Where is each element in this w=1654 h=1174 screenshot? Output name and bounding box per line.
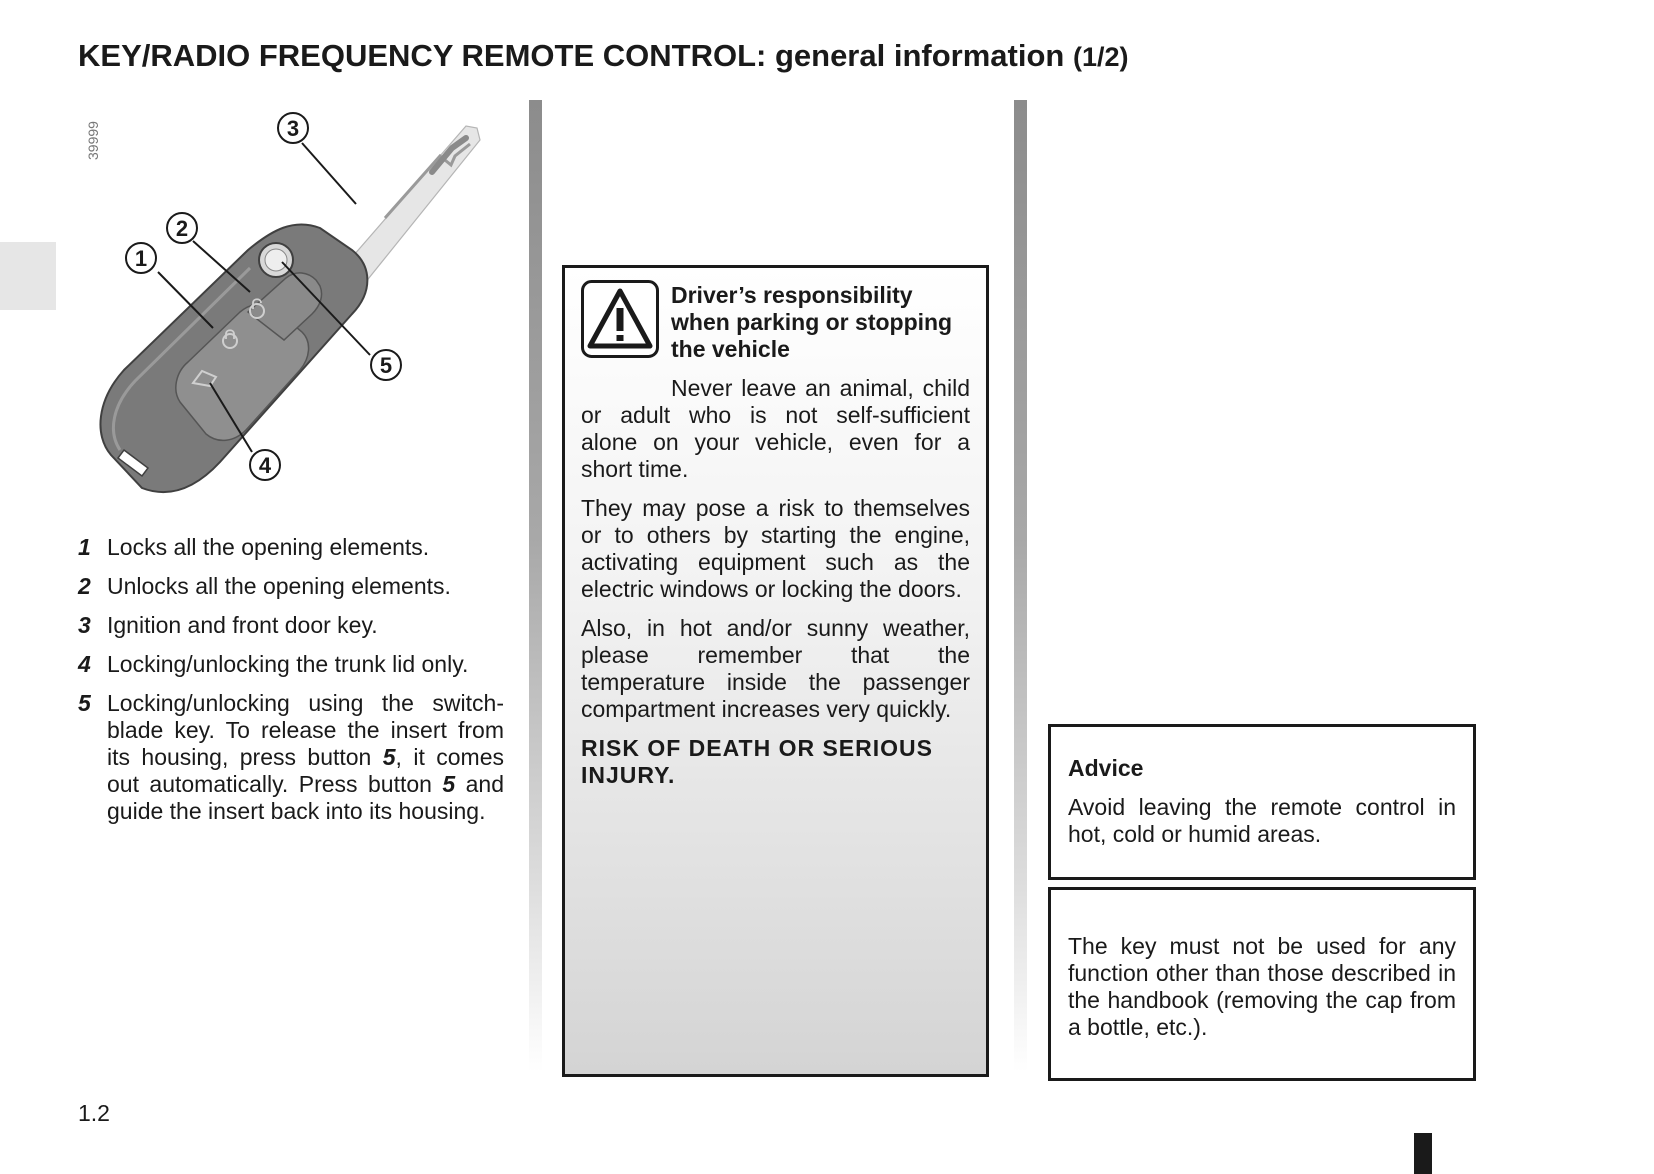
svg-text:4: 4 bbox=[258, 453, 272, 478]
note-box bbox=[1048, 887, 1476, 1081]
legend-item bbox=[78, 612, 504, 639]
column-divider bbox=[1014, 100, 1027, 1072]
warning-title: Driver’s responsibility when parking or stopping the vehicle bbox=[671, 282, 953, 362]
legend-item bbox=[78, 534, 504, 561]
legend-item bbox=[78, 573, 504, 600]
legend-number: 4 bbox=[78, 651, 91, 677]
svg-text:1: 1 bbox=[134, 246, 148, 271]
warning-paragraph: Never leave an animal, child or adult who is not self-sufficient alone on your vehicle, even for a short time. bbox=[581, 375, 970, 482]
column-divider bbox=[529, 100, 542, 1072]
svg-text:5: 5 bbox=[379, 353, 393, 378]
advice-title: Advice bbox=[1068, 755, 1144, 781]
legend-text: Unlocks all the opening elements. bbox=[107, 573, 451, 599]
button-ref: 5 bbox=[382, 744, 396, 770]
callout-4 bbox=[250, 450, 280, 480]
legend-number: 5 bbox=[78, 690, 91, 716]
figure-ref: 39999 bbox=[85, 121, 101, 160]
page-title-text: KEY/RADIO FREQUENCY REMOTE CONTROL: general information bbox=[78, 38, 1065, 73]
legend-item bbox=[78, 651, 504, 678]
section-tab bbox=[0, 242, 56, 310]
button-ref: 5 bbox=[442, 771, 456, 797]
svg-text:2: 2 bbox=[175, 216, 189, 241]
svg-text:3: 3 bbox=[286, 116, 300, 141]
callout-2 bbox=[167, 213, 197, 243]
callout-5 bbox=[371, 350, 401, 380]
legend-text: Ignition and front door key. bbox=[107, 612, 378, 638]
warning-paragraph: They may pose a risk to themselves or to others by starting the engine, activating equipment such as the electric windows or locking the doors. bbox=[581, 495, 970, 602]
legend-item bbox=[78, 690, 504, 825]
release-button-icon bbox=[259, 243, 293, 277]
callout-1 bbox=[126, 243, 156, 273]
legend-number: 2 bbox=[78, 573, 91, 599]
page-title-part: (1/2) bbox=[1072, 42, 1129, 72]
warning-box bbox=[562, 265, 989, 1077]
legend-number: 3 bbox=[78, 612, 91, 638]
page-number: 1.2 bbox=[78, 1100, 110, 1126]
legend-list bbox=[78, 534, 504, 837]
advice-box bbox=[1048, 724, 1476, 880]
edge-marker bbox=[1414, 1133, 1432, 1174]
warning-risk: RISK OF DEATH OR SERIOUS INJURY. bbox=[581, 735, 933, 788]
warning-header bbox=[581, 280, 970, 363]
page-title bbox=[78, 38, 1128, 74]
legend-text: Locks all the opening elements. bbox=[107, 534, 430, 560]
legend-text: Locking/unlocking using the switch-blade key. To release the insert from its housing, press button 5, it comes out automatically. Press button 5 and guide the insert back into its housing. bbox=[107, 690, 505, 824]
callout-3 bbox=[278, 113, 308, 143]
warning-paragraph: Also, in hot and/or sunny weather, please remember that the temperature inside the passenger compartment increases very quickly. bbox=[581, 615, 970, 722]
legend-text: Locking/unlocking the trunk lid only. bbox=[107, 651, 469, 677]
note-text: The key must not be used for any function other than those described in the handbook (removing the cap from a bottle, etc.). bbox=[1068, 933, 1456, 1040]
remote-key-illustration bbox=[80, 100, 510, 520]
advice-text: Avoid leaving the remote control in hot, cold or humid areas. bbox=[1068, 794, 1456, 847]
legend-number: 1 bbox=[78, 534, 91, 560]
warning-triangle-icon bbox=[581, 280, 659, 358]
